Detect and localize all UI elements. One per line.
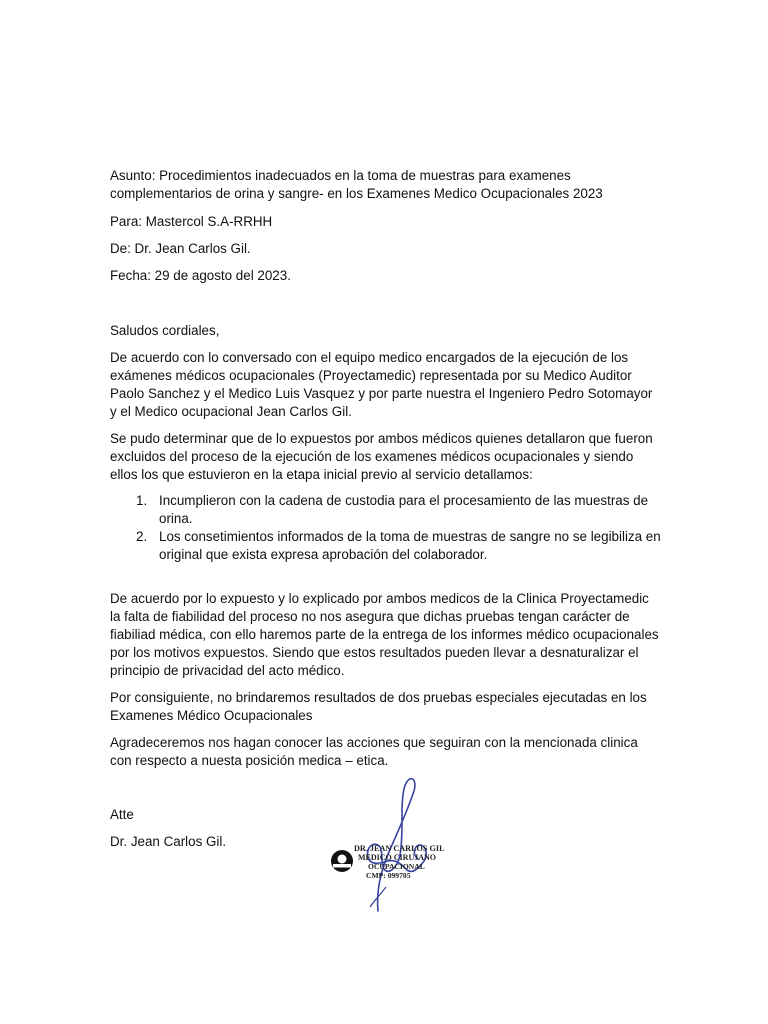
paragraph-conclusion: De acuerdo por lo expuesto y lo explicado por ambos medicos de la Clinica Proyectamedic la falta de fiabilidad del proceso no nos asegura que dichas pruebas tengan carácter de fiabiliad médica, con ello haremos parte de la entrega de los informes médico ocupacionales por los motivos expuestos. Siendo que estos resultados pueden llevar a desnaturalizar el principio de privacidad del acto médico. [110, 591, 659, 678]
greeting: Saludos cordiales, [110, 323, 220, 338]
list-item-number: 1. [136, 493, 148, 508]
list-item-text: Los consetimientos informados de la toma de muestras de sangre no se legibiliza en original que exista expresa aprobación del colaborador. [159, 529, 661, 562]
stamp-line-specialty: OCUPACIONAL [368, 862, 425, 871]
stamp-line-cmp: CMP: 099705 [366, 871, 411, 880]
subject-line: Asunto: Procedimientos inadecuados en la toma de muestras para examenes complementarios de orina y sangre- en los Examenes Medico Ocupacionales 2023 [110, 168, 603, 201]
list-item-text: Incumplieron con la cadena de custodia para el procesamiento de las muestras de orina. [159, 493, 649, 526]
recipient-line: Para: Mastercol S.A-RRHH [110, 214, 273, 229]
list-item [110, 492, 662, 528]
sender-line: De: Dr. Jean Carlos Gil. [110, 241, 251, 256]
signer-name: Dr. Jean Carlos Gil. [110, 834, 227, 849]
stamp-line-title: MEDICO CIRUJANO [358, 853, 436, 862]
stamp-line-name: DR. JEAN CARLOS GIL [354, 844, 445, 853]
paragraph-findings: Se pudo determinar que de lo expuestos por ambos médicos quienes detallaron que fueron excluidos del proceso de la ejecución de los examenes médicos ocupacionales y siendo ellos los que estuvieron en la etapa inicial previo al servicio detallamos: [110, 431, 653, 482]
paragraph-request: Agradeceremos nos hagan conocer las acciones que seguiran con la mencionada clinica con respecto a nuesta posición medica – etica. [110, 735, 638, 768]
closing: Atte [110, 807, 134, 822]
paragraph-decision: Por consiguiente, no brindaremos resultados de dos pruebas especiales ejecutadas en los Examenes Médico Ocupacionales [110, 690, 647, 723]
list-item [110, 528, 662, 564]
findings-list [110, 492, 662, 564]
paragraph-context: De acuerdo con lo conversado con el equipo medico encargados de la ejecución de los exámenes médicos ocupacionales (Proyectamedic) representada por su Medico Auditor Paolo Sanchez y el Medico Luis Vasquez y por parte nuestra el Ingeniero Pedro Sotomayor y el Medico ocupacional Jean Carlos Gil. [110, 350, 653, 419]
date-line: Fecha: 29 de agosto del 2023. [110, 268, 291, 283]
list-item-number: 2. [136, 529, 148, 544]
signature-stamp [300, 775, 490, 915]
